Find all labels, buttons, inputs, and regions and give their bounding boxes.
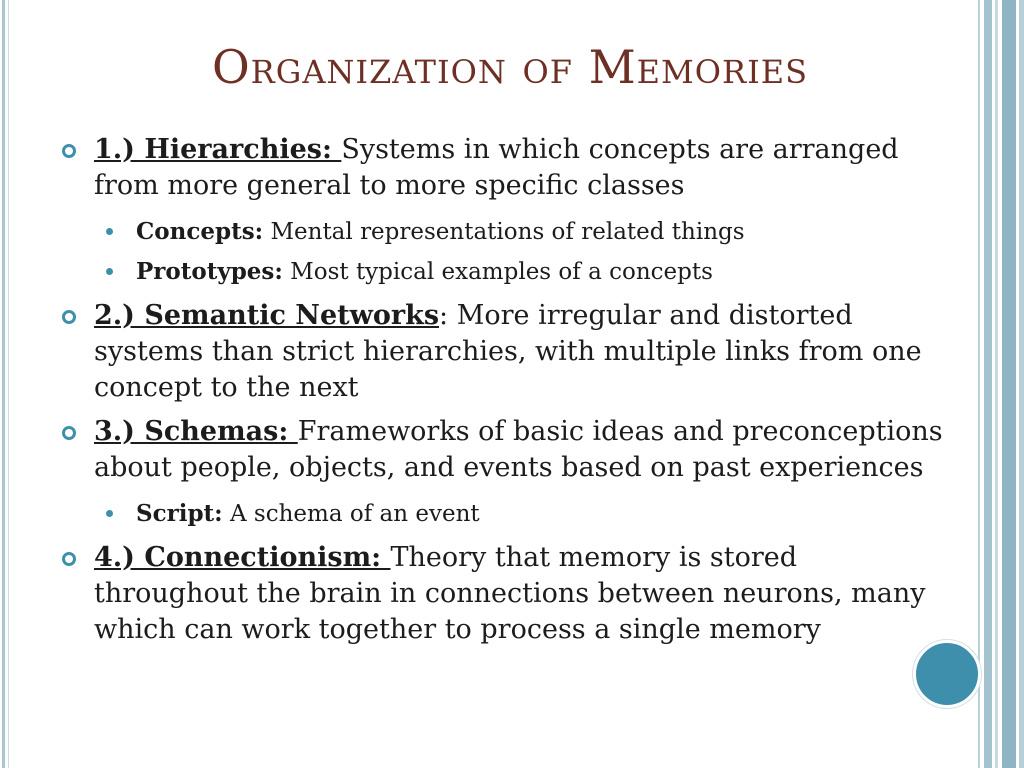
ring-bullet-icon xyxy=(62,426,76,440)
right-stripe-decoration xyxy=(984,0,992,768)
dot-bullet-icon xyxy=(106,268,113,275)
sub-list-item xyxy=(62,494,952,534)
sub-list xyxy=(62,212,952,292)
right-stripe-decoration xyxy=(1019,0,1024,768)
dot-bullet-icon xyxy=(106,228,113,235)
ring-bullet-icon xyxy=(62,144,76,158)
item-heading: 2.) Semantic Networks xyxy=(94,300,440,331)
sub-item-heading: Script: xyxy=(136,500,223,527)
ring-bullet-icon xyxy=(62,310,76,324)
right-stripe-decoration xyxy=(995,0,998,768)
list-item xyxy=(62,414,952,486)
sub-item-heading: Concepts: xyxy=(136,218,264,245)
sub-list-item xyxy=(62,252,952,292)
sub-item-text: Most typical examples of a concepts xyxy=(282,259,713,285)
item-text: Theory that memory is stored throughout the brain in connections between neurons, many which can work together to process a single memory xyxy=(94,542,926,645)
sub-list xyxy=(62,494,952,534)
item-heading: 1.) Hierarchies: xyxy=(94,134,342,165)
left-border-line xyxy=(8,0,9,768)
dot-bullet-icon xyxy=(106,510,113,517)
circle-decoration xyxy=(913,640,981,708)
item-text: Frameworks of basic ideas and preconceptions about people, objects, and events based on past experiences xyxy=(94,416,943,483)
list-item xyxy=(62,540,952,648)
ring-bullet-icon xyxy=(62,552,76,566)
list-item xyxy=(62,132,952,204)
sub-list-item xyxy=(62,212,952,252)
sub-item-heading: Prototypes: xyxy=(136,258,283,285)
sub-item-text: Mental representations of related things xyxy=(263,219,745,245)
right-stripe-decoration xyxy=(978,0,980,768)
bullet-list xyxy=(62,132,952,656)
sub-item-text: A schema of an event xyxy=(222,501,480,527)
right-stripe-decoration xyxy=(1002,0,1016,768)
item-heading: 4.) Connectionism: xyxy=(94,542,391,573)
slide-title: Organization of Memories xyxy=(211,40,809,94)
item-text: Systems in which concepts are arranged from more general to more specific classes xyxy=(94,134,899,201)
left-border-decoration xyxy=(2,0,5,768)
list-item xyxy=(62,298,952,406)
item-text: : More irregular and distorted systems than strict hierarchies, with multiple links from one concept to the next xyxy=(94,300,922,403)
item-heading: 3.) Schemas: xyxy=(94,416,298,447)
